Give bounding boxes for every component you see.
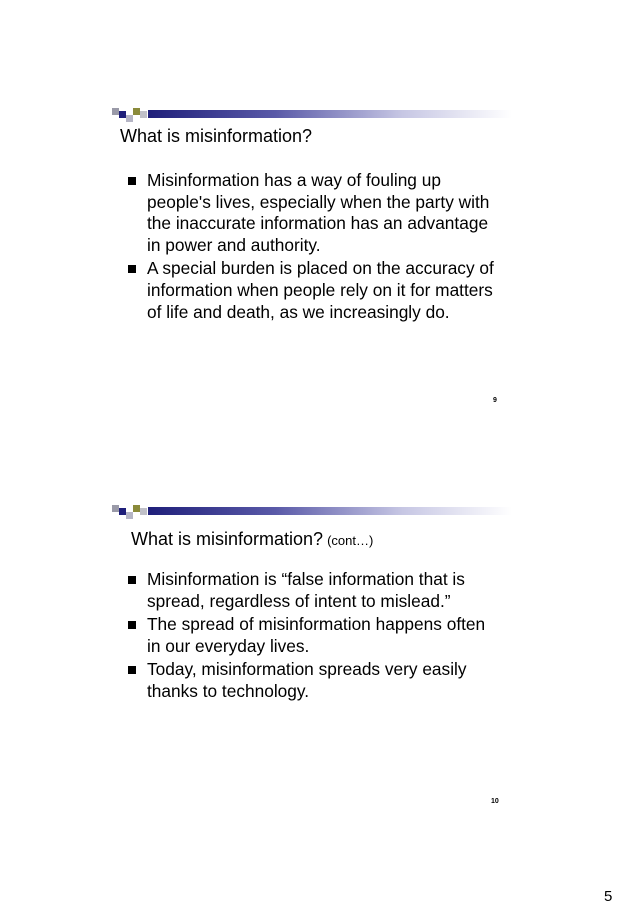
slide-title — [131, 529, 373, 550]
slide-title-text: What is misinformation? — [131, 529, 324, 549]
slide-header-decoration — [112, 106, 512, 118]
list-item — [128, 659, 498, 702]
slide-number: 9 — [493, 397, 497, 404]
bullet-list — [128, 170, 498, 325]
square-bullet-icon — [128, 576, 136, 584]
slide-title — [120, 126, 312, 147]
bullet-text: A special burden is placed on the accuracy of information when people rely on it for matters of life and death, as we increasingly do. — [147, 258, 494, 322]
list-item — [128, 170, 498, 256]
bullet-text: Misinformation has a way of fouling up people's lives, especially when the party with the inaccurate information has an advantage in power and authority. — [147, 170, 490, 255]
slide-10 — [0, 497, 638, 827]
slide-9 — [0, 100, 638, 420]
header-squares-icon — [112, 106, 152, 122]
header-squares-icon — [112, 503, 152, 519]
header-gradient-line — [148, 507, 512, 515]
square-bullet-icon — [128, 177, 136, 185]
slide-header-decoration — [112, 503, 512, 515]
square-bullet-icon — [128, 666, 136, 674]
slide-title-suffix: (cont…) — [327, 533, 374, 548]
bullet-list — [128, 569, 498, 705]
list-item — [128, 258, 498, 323]
slide-title-text: What is misinformation? — [120, 126, 313, 146]
bullet-text: The spread of misinformation happens often in our everyday lives. — [147, 614, 486, 656]
list-item — [128, 569, 498, 612]
square-bullet-icon — [128, 265, 136, 273]
header-gradient-line — [148, 110, 512, 118]
list-item — [128, 614, 498, 657]
bullet-text: Misinformation is “false information that is spread, regardless of intent to mislead.” — [147, 569, 465, 611]
page-number: 5 — [604, 888, 613, 905]
bullet-text: Today, misinformation spreads very easily thanks to technology. — [147, 659, 467, 701]
square-bullet-icon — [128, 621, 136, 629]
slide-number: 10 — [491, 798, 499, 805]
